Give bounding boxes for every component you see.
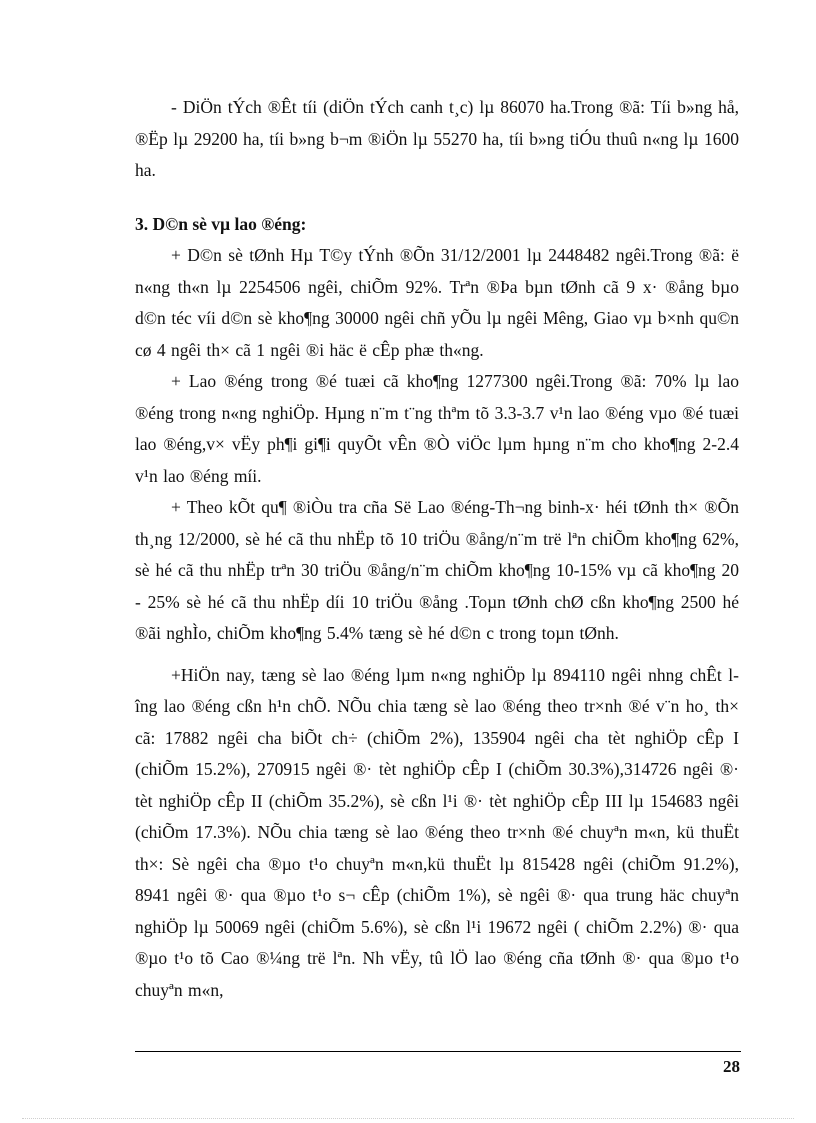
- paragraph-labor-quality: +HiÖn nay, tæng sè lao ®éng lµm n«ng nghiÖp lµ 894110 ngêi nhng chÊt lîng lao ®éng cßn h¹n chÕ. NÕu chia tæng sè lao ®éng theo tr×nh ®é v¨n ho¸ th× cã: 17882 ngêi cha biÕt ch÷ (chiÕm 2%), 135904 ngêi cha tèt nghiÖp cÊp I (chiÕm 15.2%), 270915 ngêi ®· tèt nghiÖp cÊp I (chiÕm 30.3%),314726 ngêi ®· tèt nghiÖp cÊp II (chiÕm 35.2%), sè cßn l¹i ®· tèt nghiÖp cÊp III lµ 154683 ngêi (chiÕm 17.3%). NÕu chia tæng sè lao ®éng theo tr×nh ®é chuyªn m«n, kü thuËt th×: Sè ngêi cha ®µo t¹o chuyªn m«n,kü thuËt lµ 815428 ngêi (chiÕm 91.2%), 8941 ngêi ®· qua ®µo t¹o s¬ cÊp (chiÕm 1%), sè ngêi ®· qua trung häc chuyªn nghiÖp lµ 50069 ngêi (chiÕm 5.6%), sè cßn l¹i 19672 ngêi ( chiÕm 2.2%) ®· qua ®µo t¹o tõ Cao ®¼ng trë lªn. Nh vËy, tû lÖ lao ®éng cña tØnh ®· qua ®µo t¹o chuyªn m«n,: [135, 664, 739, 1000]
- page-number: 28: [723, 1057, 740, 1076]
- paragraph-irrigated-area: - DiÖn tÝch ®Êt tíi (diÖn tÝch canh t¸c) lµ 86070 ha.Trong ®ã: Tíi b»ng hå, ®Ëp lµ 29200 ha, tíi b»ng b¬m ®iÖn lµ 55270 ha, tíi b»ng tiÓu thuû n«ng lµ 1600 ha.: [135, 97, 739, 180]
- paragraph-household-income: + Theo kÕt qu¶ ®iÒu tra cña Së Lao ®éng-Th¬ng binh-x· héi tØnh th× ®Õn th¸ng 12/2000, sè hé cã thu nhËp tõ 10 triÖu ®ång/n¨m trë lªn chiÕm kho¶ng 62%, sè hé cã thu nhËp trªn 30 triÖu ®ång/n¨m chiÕm kho¶ng 10-15% vµ cã kho¶ng 20 - 25% sè hé cã thu nhËp díi 10 triÖu ®ång .Toµn tØnh chØ cßn kho¶ng 2500 hé ®ãi nghÌo, chiÕm kho¶ng 5.4% tæng sè hé d©n c trong toµn tØnh.: [135, 497, 739, 643]
- footer-divider: [135, 1051, 741, 1052]
- document-body: [135, 92, 739, 1006]
- paragraph-population: + D©n sè tØnh Hµ T©y tÝnh ®Õn 31/12/2001 lµ 2448482 ngêi.Trong ®ã: ë n«ng th«n lµ 2254506 ngêi, chiÕm 92%. Trªn ®Þa bµn tØnh cã 9 x· ®ång bµo d©n téc víi d©n sè kho¶ng 30000 ngêi chñ yÕu lµ ngêi Mêng, Giao vµ b×nh qu©n cø 4 ngêi th× cã 1 ngêi ®i häc ë cÊp phæ th«ng.: [135, 245, 739, 360]
- page-bottom-border: [22, 1118, 794, 1119]
- section-heading-population-labor: 3. D©n sè vµ lao ®éng:: [135, 213, 307, 234]
- paragraph-working-age-labor: + Lao ®éng trong ®é tuæi cã kho¶ng 1277300 ngêi.Trong ®ã: 70% lµ lao ®éng trong n«ng nghiÖp. Hµng n¨m t¨ng thªm tõ 3.3-3.7 v¹n lao ®éng vµo ®é tuæi lao ®éng,v× vËy ph¶i gi¶i quyÕt vÊn ®Ò viÖc lµm hµng n¨m cho kho¶ng 2-2.4 v¹n lao ®éng míi.: [135, 371, 739, 486]
